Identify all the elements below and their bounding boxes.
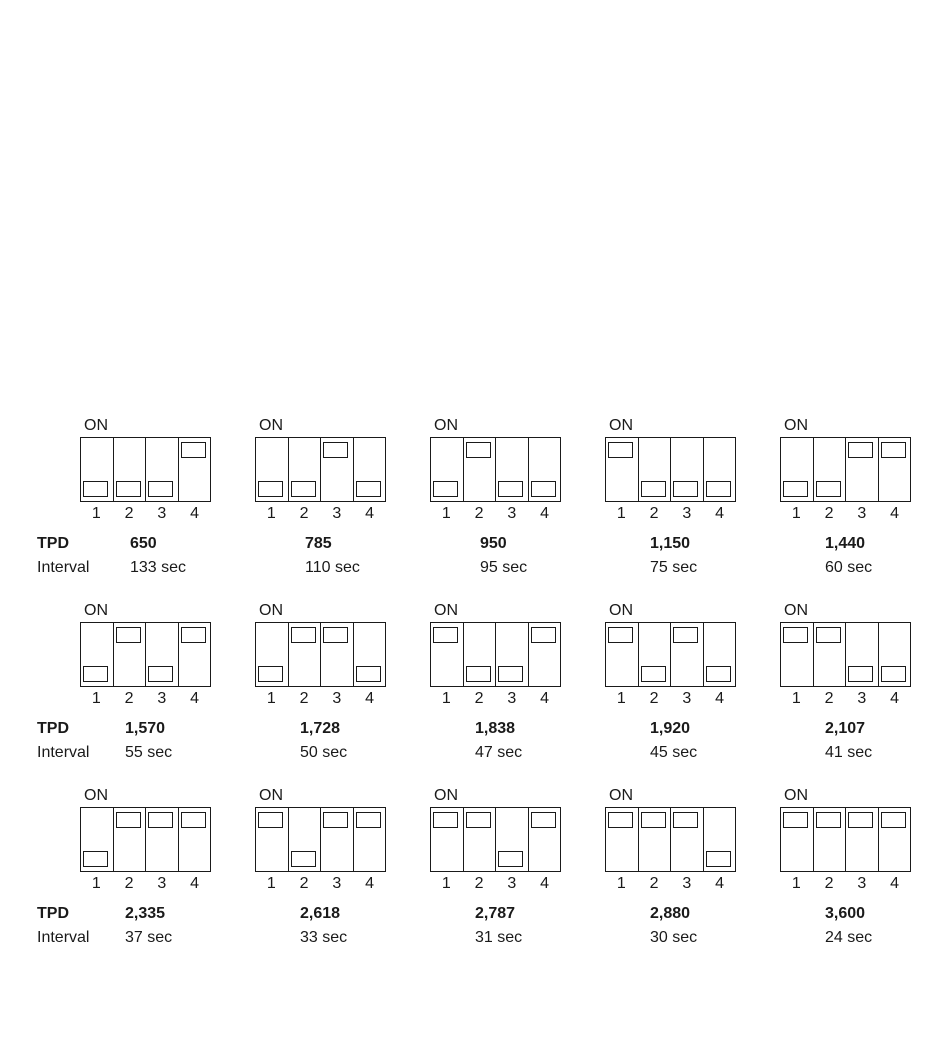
dip-switch-block — [605, 622, 736, 687]
switch-number: 1 — [266, 690, 276, 707]
switch-numbers — [255, 690, 386, 708]
switch-knob-up — [433, 627, 458, 643]
switch-slot — [353, 438, 386, 501]
switch-knob-down — [148, 666, 173, 682]
switch-knob-down — [291, 851, 316, 867]
switch-number: 2 — [474, 690, 484, 707]
switch-numbers — [605, 690, 736, 708]
switch-slot — [703, 808, 736, 871]
interval-value: 50 sec — [300, 744, 348, 761]
switch-slot — [845, 808, 878, 871]
switch-number: 4 — [190, 690, 200, 707]
on-label: ON — [784, 787, 808, 804]
switch-slot — [256, 623, 288, 686]
switch-knob-up — [673, 812, 698, 828]
on-label: ON — [259, 417, 283, 434]
switch-number: 3 — [157, 505, 167, 522]
switch-knob-up — [466, 442, 491, 458]
switch-knob-up — [466, 812, 491, 828]
switch-slot — [288, 808, 321, 871]
switch-slot — [638, 623, 671, 686]
interval-value: 110 sec — [305, 559, 360, 576]
switch-number: 2 — [124, 505, 134, 522]
switch-number: 4 — [715, 505, 725, 522]
on-label: ON — [609, 417, 633, 434]
dip-switch-block — [780, 807, 911, 872]
switch-knob-up — [323, 627, 348, 643]
switch-knob-up — [181, 627, 206, 643]
interval-value: 37 sec — [125, 929, 173, 946]
switch-slot — [113, 623, 146, 686]
switch-number: 2 — [299, 505, 309, 522]
switch-number: 1 — [616, 875, 626, 892]
dip-setting — [605, 602, 745, 761]
switch-slot — [781, 808, 813, 871]
dip-setting — [430, 602, 570, 761]
switch-slot — [320, 808, 353, 871]
switch-knob-up — [641, 812, 666, 828]
switch-number: 3 — [682, 505, 692, 522]
switch-number: 4 — [365, 875, 375, 892]
dip-switch-block — [255, 807, 386, 872]
switch-number: 2 — [124, 875, 134, 892]
switch-knob-up — [323, 442, 348, 458]
switch-knob-down — [706, 666, 731, 682]
switch-number: 3 — [682, 690, 692, 707]
switch-number: 3 — [507, 690, 517, 707]
switch-knob-up — [608, 627, 633, 643]
on-label: ON — [434, 602, 458, 619]
on-label: ON — [84, 417, 108, 434]
switch-slot — [528, 808, 561, 871]
switch-numbers — [80, 875, 211, 893]
switch-slot — [145, 808, 178, 871]
switch-knob-down — [83, 481, 108, 497]
interval-value: 41 sec — [825, 744, 873, 761]
switch-knob-down — [83, 666, 108, 682]
switch-slot — [113, 438, 146, 501]
interval-row-label: Interval — [37, 929, 90, 946]
switch-slot — [606, 438, 638, 501]
switch-number: 4 — [890, 690, 900, 707]
switch-knob-down — [816, 481, 841, 497]
switch-numbers — [605, 505, 736, 523]
tpd-value: 1,838 — [475, 720, 516, 737]
on-label: ON — [784, 417, 808, 434]
switch-slot — [145, 438, 178, 501]
switch-number: 2 — [124, 690, 134, 707]
switch-number: 4 — [365, 690, 375, 707]
switch-knob-down — [881, 666, 906, 682]
switch-slot — [528, 623, 561, 686]
tpd-row-label: TPD — [37, 720, 69, 737]
interval-value: 95 sec — [480, 559, 528, 576]
dip-switch-block — [255, 622, 386, 687]
dip-switch-block — [780, 622, 911, 687]
switch-number: 1 — [441, 505, 451, 522]
interval-value: 24 sec — [825, 929, 873, 946]
switch-number: 2 — [299, 875, 309, 892]
switch-knob-down — [148, 481, 173, 497]
switch-number: 4 — [540, 875, 550, 892]
switch-slot — [528, 438, 561, 501]
switch-slot — [638, 438, 671, 501]
dip-switch-block — [430, 437, 561, 502]
switch-knob-down — [498, 481, 523, 497]
switch-number: 4 — [540, 690, 550, 707]
switch-slot — [703, 438, 736, 501]
switch-slot — [878, 623, 911, 686]
switch-knob-down — [83, 851, 108, 867]
switch-number: 2 — [474, 875, 484, 892]
dip-switch-block — [80, 622, 211, 687]
tpd-value: 1,440 — [825, 535, 866, 552]
interval-value: 31 sec — [475, 929, 523, 946]
switch-number: 4 — [540, 505, 550, 522]
switch-number: 2 — [649, 875, 659, 892]
switch-number: 2 — [824, 505, 834, 522]
interval-row-label: Interval — [37, 559, 90, 576]
switch-knob-down — [848, 666, 873, 682]
switch-knob-down — [356, 481, 381, 497]
switch-knob-up — [433, 812, 458, 828]
tpd-value: 1,920 — [650, 720, 691, 737]
switch-slot — [606, 623, 638, 686]
switch-slot — [781, 438, 813, 501]
switch-slot — [670, 808, 703, 871]
switch-slot — [81, 808, 113, 871]
switch-slot — [431, 808, 463, 871]
switch-slot — [431, 623, 463, 686]
switch-knob-up — [848, 812, 873, 828]
switch-knob-down — [356, 666, 381, 682]
tpd-value: 3,600 — [825, 905, 866, 922]
switch-knob-down — [531, 481, 556, 497]
switch-knob-up — [258, 812, 283, 828]
switch-knob-up — [783, 627, 808, 643]
switch-numbers — [780, 505, 911, 523]
switch-number: 1 — [441, 875, 451, 892]
switch-number: 1 — [616, 690, 626, 707]
switch-slot — [670, 438, 703, 501]
switch-numbers — [605, 875, 736, 893]
switch-knob-up — [608, 442, 633, 458]
switch-number: 4 — [190, 875, 200, 892]
interval-value: 45 sec — [650, 744, 698, 761]
dip-switch-block — [80, 807, 211, 872]
switch-number: 3 — [332, 690, 342, 707]
switch-knob-down — [706, 851, 731, 867]
switch-number: 4 — [365, 505, 375, 522]
switch-slot — [256, 438, 288, 501]
on-label: ON — [259, 602, 283, 619]
switch-knob-down — [466, 666, 491, 682]
switch-number: 4 — [890, 875, 900, 892]
dip-switch-block — [605, 437, 736, 502]
switch-number: 3 — [507, 875, 517, 892]
switch-slot — [845, 623, 878, 686]
dip-setting — [255, 417, 395, 576]
tpd-row-label: TPD — [37, 905, 69, 922]
switch-slot — [878, 438, 911, 501]
interval-value: 33 sec — [300, 929, 348, 946]
switch-number: 3 — [857, 875, 867, 892]
switch-knob-up — [356, 812, 381, 828]
switch-numbers — [80, 690, 211, 708]
switch-knob-down — [258, 666, 283, 682]
switch-knob-up — [116, 812, 141, 828]
switch-number: 1 — [91, 505, 101, 522]
dip-switch-block — [780, 437, 911, 502]
switch-slot — [81, 623, 113, 686]
dip-switch-block — [80, 437, 211, 502]
interval-value: 60 sec — [825, 559, 873, 576]
dip-setting — [430, 417, 570, 576]
interval-value: 133 sec — [130, 559, 187, 576]
switch-number: 3 — [332, 505, 342, 522]
on-label: ON — [609, 602, 633, 619]
interval-value: 75 sec — [650, 559, 698, 576]
switch-numbers — [780, 875, 911, 893]
switch-slot — [495, 438, 528, 501]
switch-knob-up — [673, 627, 698, 643]
on-label: ON — [84, 602, 108, 619]
switch-number: 2 — [649, 505, 659, 522]
switch-slot — [178, 808, 211, 871]
switch-knob-up — [848, 442, 873, 458]
switch-number: 1 — [266, 505, 276, 522]
switch-knob-down — [641, 481, 666, 497]
switch-slot — [463, 808, 496, 871]
switch-slot — [878, 808, 911, 871]
switch-number: 1 — [791, 875, 801, 892]
tpd-row-label: TPD — [37, 535, 69, 552]
switch-slot — [320, 438, 353, 501]
dip-switch-block — [430, 622, 561, 687]
interval-value: 47 sec — [475, 744, 523, 761]
switch-knob-up — [181, 812, 206, 828]
switch-number: 1 — [91, 875, 101, 892]
switch-number: 3 — [157, 690, 167, 707]
dip-switch-block — [255, 437, 386, 502]
dip-switch-block — [430, 807, 561, 872]
switch-number: 3 — [857, 505, 867, 522]
switch-knob-down — [258, 481, 283, 497]
switch-numbers — [255, 505, 386, 523]
switch-knob-down — [783, 481, 808, 497]
switch-knob-up — [116, 627, 141, 643]
tpd-value: 785 — [305, 535, 332, 552]
switch-slot — [431, 438, 463, 501]
tpd-value: 1,728 — [300, 720, 341, 737]
on-label: ON — [434, 787, 458, 804]
switch-knob-up — [881, 812, 906, 828]
switch-slot — [178, 623, 211, 686]
switch-slot — [813, 808, 846, 871]
switch-number: 3 — [682, 875, 692, 892]
switch-slot — [178, 438, 211, 501]
dip-setting — [80, 602, 220, 761]
dip-setting — [430, 787, 570, 946]
on-label: ON — [434, 417, 458, 434]
switch-number: 2 — [824, 875, 834, 892]
dip-setting — [780, 787, 920, 946]
switch-knob-down — [706, 481, 731, 497]
dip-setting — [605, 787, 745, 946]
switch-number: 1 — [441, 690, 451, 707]
tpd-value: 2,107 — [825, 720, 866, 737]
switch-number: 1 — [791, 690, 801, 707]
switch-number: 2 — [299, 690, 309, 707]
switch-knob-up — [881, 442, 906, 458]
interval-value: 55 sec — [125, 744, 173, 761]
switch-number: 2 — [474, 505, 484, 522]
switch-slot — [638, 808, 671, 871]
switch-knob-up — [323, 812, 348, 828]
switch-knob-up — [783, 812, 808, 828]
switch-knob-up — [816, 627, 841, 643]
tpd-value: 2,618 — [300, 905, 341, 922]
switch-slot — [813, 623, 846, 686]
dip-setting — [80, 787, 220, 946]
on-label: ON — [84, 787, 108, 804]
switch-number: 4 — [715, 690, 725, 707]
dip-setting — [605, 417, 745, 576]
on-label: ON — [784, 602, 808, 619]
switch-slot — [463, 438, 496, 501]
switch-slot — [463, 623, 496, 686]
switch-knob-up — [608, 812, 633, 828]
switch-knob-up — [531, 627, 556, 643]
switch-numbers — [255, 875, 386, 893]
switch-slot — [813, 438, 846, 501]
switch-number: 2 — [649, 690, 659, 707]
switch-number: 3 — [332, 875, 342, 892]
switch-slot — [703, 623, 736, 686]
switch-number: 1 — [791, 505, 801, 522]
switch-slot — [145, 623, 178, 686]
switch-slot — [288, 438, 321, 501]
dip-setting — [255, 602, 395, 761]
switch-knob-down — [641, 666, 666, 682]
switch-knob-up — [181, 442, 206, 458]
switch-knob-up — [816, 812, 841, 828]
switch-slot — [845, 438, 878, 501]
switch-slot — [781, 623, 813, 686]
switch-number: 2 — [824, 690, 834, 707]
switch-knob-up — [531, 812, 556, 828]
switch-number: 1 — [91, 690, 101, 707]
switch-number: 3 — [857, 690, 867, 707]
switch-knob-down — [673, 481, 698, 497]
switch-slot — [606, 808, 638, 871]
switch-knob-down — [433, 481, 458, 497]
on-label: ON — [609, 787, 633, 804]
switch-knob-down — [291, 481, 316, 497]
switch-knob-up — [291, 627, 316, 643]
switch-number: 4 — [190, 505, 200, 522]
switch-number: 3 — [507, 505, 517, 522]
switch-knob-down — [116, 481, 141, 497]
switch-slot — [353, 623, 386, 686]
switch-slot — [81, 438, 113, 501]
switch-slot — [288, 623, 321, 686]
switch-number: 4 — [890, 505, 900, 522]
tpd-value: 2,880 — [650, 905, 691, 922]
switch-number: 3 — [157, 875, 167, 892]
switch-knob-up — [148, 812, 173, 828]
switch-number: 1 — [266, 875, 276, 892]
switch-knob-down — [498, 851, 523, 867]
switch-numbers — [80, 505, 211, 523]
switch-slot — [256, 808, 288, 871]
dip-setting — [780, 602, 920, 761]
switch-knob-down — [498, 666, 523, 682]
tpd-value: 650 — [130, 535, 157, 552]
switch-numbers — [430, 875, 561, 893]
switch-number: 4 — [715, 875, 725, 892]
dip-setting — [255, 787, 395, 946]
switch-slot — [353, 808, 386, 871]
tpd-value: 1,570 — [125, 720, 166, 737]
switch-number: 1 — [616, 505, 626, 522]
switch-slot — [113, 808, 146, 871]
dip-setting — [780, 417, 920, 576]
tpd-value: 950 — [480, 535, 507, 552]
switch-slot — [495, 808, 528, 871]
dip-switch-block — [605, 807, 736, 872]
tpd-value: 2,335 — [125, 905, 166, 922]
switch-numbers — [780, 690, 911, 708]
on-label: ON — [259, 787, 283, 804]
switch-slot — [495, 623, 528, 686]
tpd-value: 2,787 — [475, 905, 516, 922]
interval-value: 30 sec — [650, 929, 698, 946]
switch-numbers — [430, 690, 561, 708]
dip-setting — [80, 417, 220, 576]
tpd-value: 1,150 — [650, 535, 691, 552]
switch-numbers — [430, 505, 561, 523]
switch-slot — [670, 623, 703, 686]
switch-slot — [320, 623, 353, 686]
interval-row-label: Interval — [37, 744, 90, 761]
